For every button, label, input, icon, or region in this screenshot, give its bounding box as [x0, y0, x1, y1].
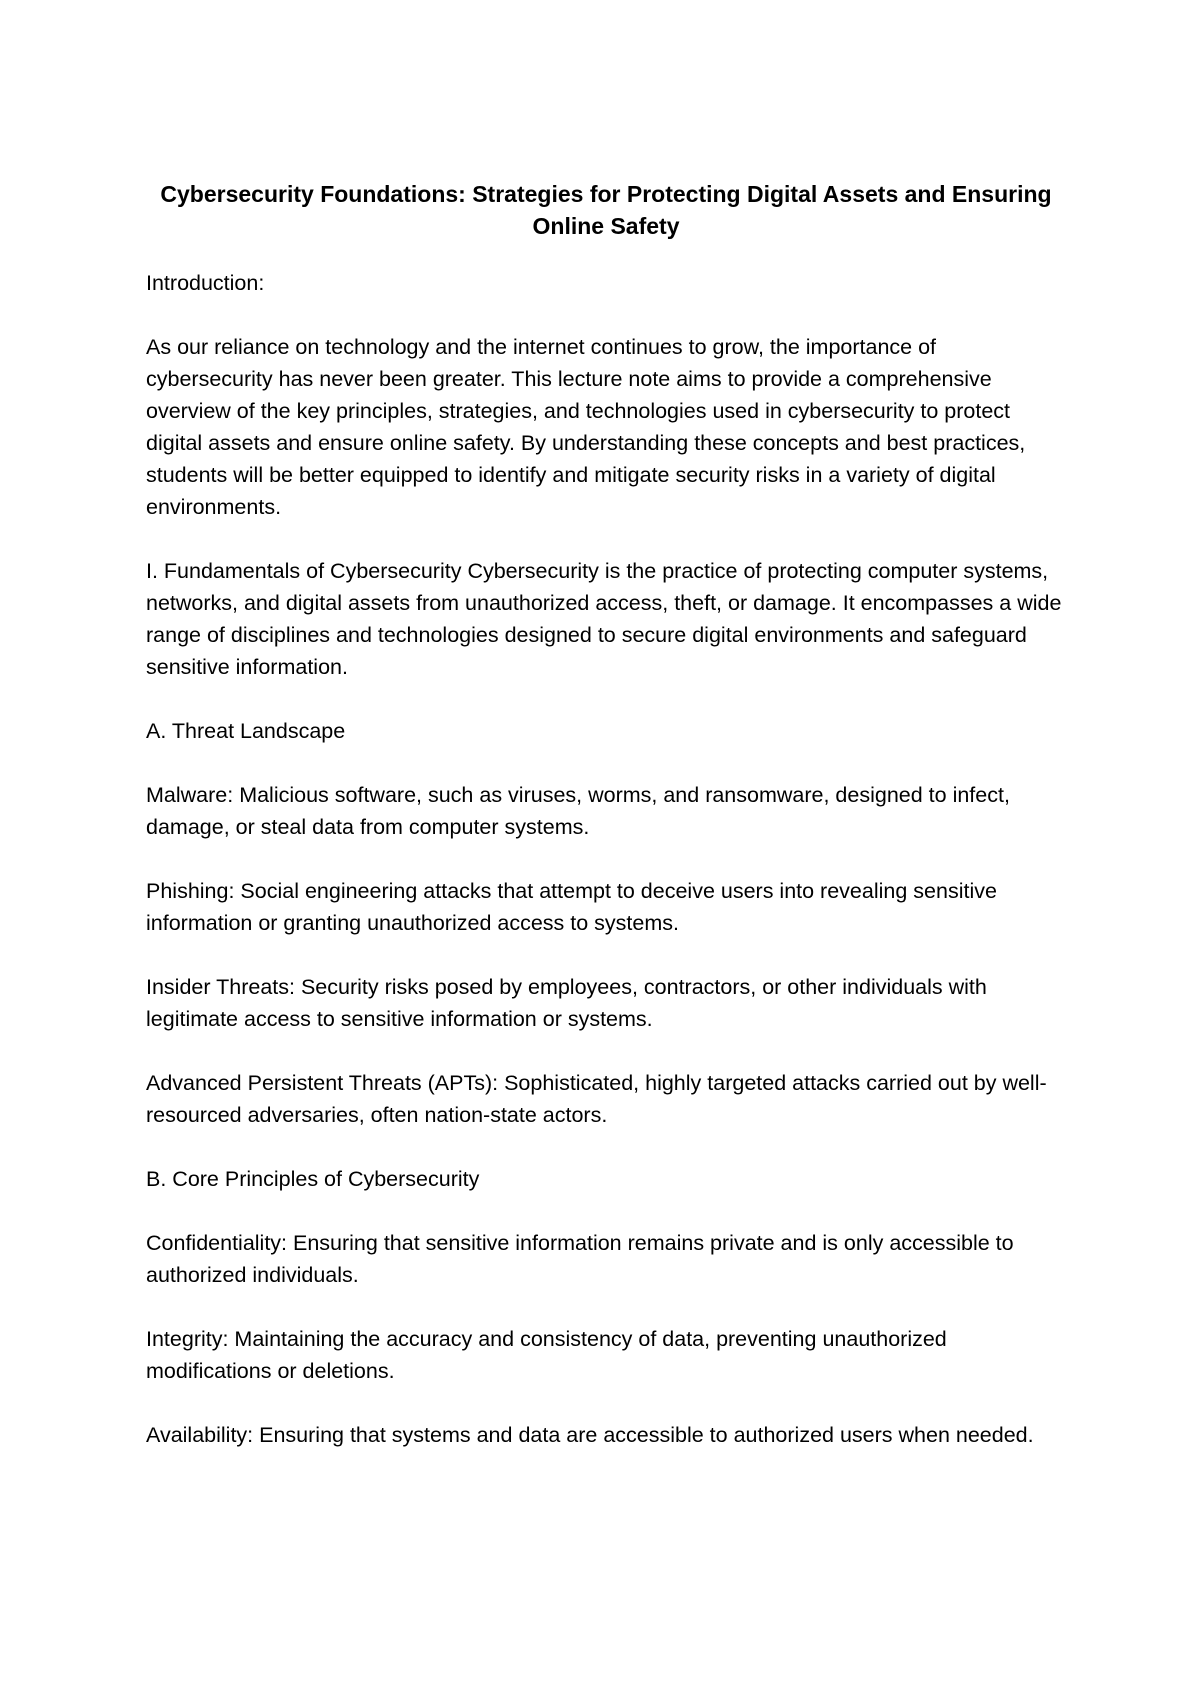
core-principles-heading: B. Core Principles of Cybersecurity	[146, 1167, 480, 1191]
malware-paragraph: Malware: Malicious software, such as viruses, worms, and ransomware, designed to infect, damage, or steal data from computer systems.	[146, 783, 1010, 839]
intro-paragraph: As our reliance on technology and the internet continues to grow, the importance of cybersecurity has never been greater. This lecture note aims to provide a comprehensive overview of the key principles, strategies, and technologies used in cybersecurity to protect digital assets and ensure online safety. By understanding these concepts and best practices, students will be better equipped to identify and mitigate security risks in a variety of digital environments.	[146, 335, 1026, 519]
threat-landscape-heading: A. Threat Landscape	[146, 719, 346, 743]
fundamentals-paragraph: I. Fundamentals of Cybersecurity Cybersecurity is the practice of protecting computer systems, networks, and digital assets from unauthorized access, theft, or damage. It encompasses a wide range of disciplines and technologies designed to secure digital environments and safeguard sensitive information.	[146, 559, 1062, 679]
insider-threats-paragraph: Insider Threats: Security risks posed by employees, contractors, or other individuals with legitimate access to sensitive information or systems.	[146, 975, 987, 1031]
intro-heading: Introduction:	[146, 271, 265, 295]
document-title: Cybersecurity Foundations: Strategies for Protecting Digital Assets and Ensuring Online Safety	[160, 181, 1052, 239]
confidentiality-paragraph: Confidentiality: Ensuring that sensitive information remains private and is only accessible to authorized individuals.	[146, 1231, 1014, 1287]
availability-paragraph: Availability: Ensuring that systems and data are accessible to authorized users when needed.	[146, 1423, 1034, 1447]
document-page	[146, 178, 1066, 1483]
apt-paragraph: Advanced Persistent Threats (APTs): Sophisticated, highly targeted attacks carried out by well-resourced adversaries, often nation-state actors.	[146, 1071, 1047, 1127]
integrity-paragraph: Integrity: Maintaining the accuracy and consistency of data, preventing unauthorized modifications or deletions.	[146, 1327, 947, 1383]
phishing-paragraph: Phishing: Social engineering attacks that attempt to deceive users into revealing sensitive information or granting unauthorized access to systems.	[146, 879, 997, 935]
